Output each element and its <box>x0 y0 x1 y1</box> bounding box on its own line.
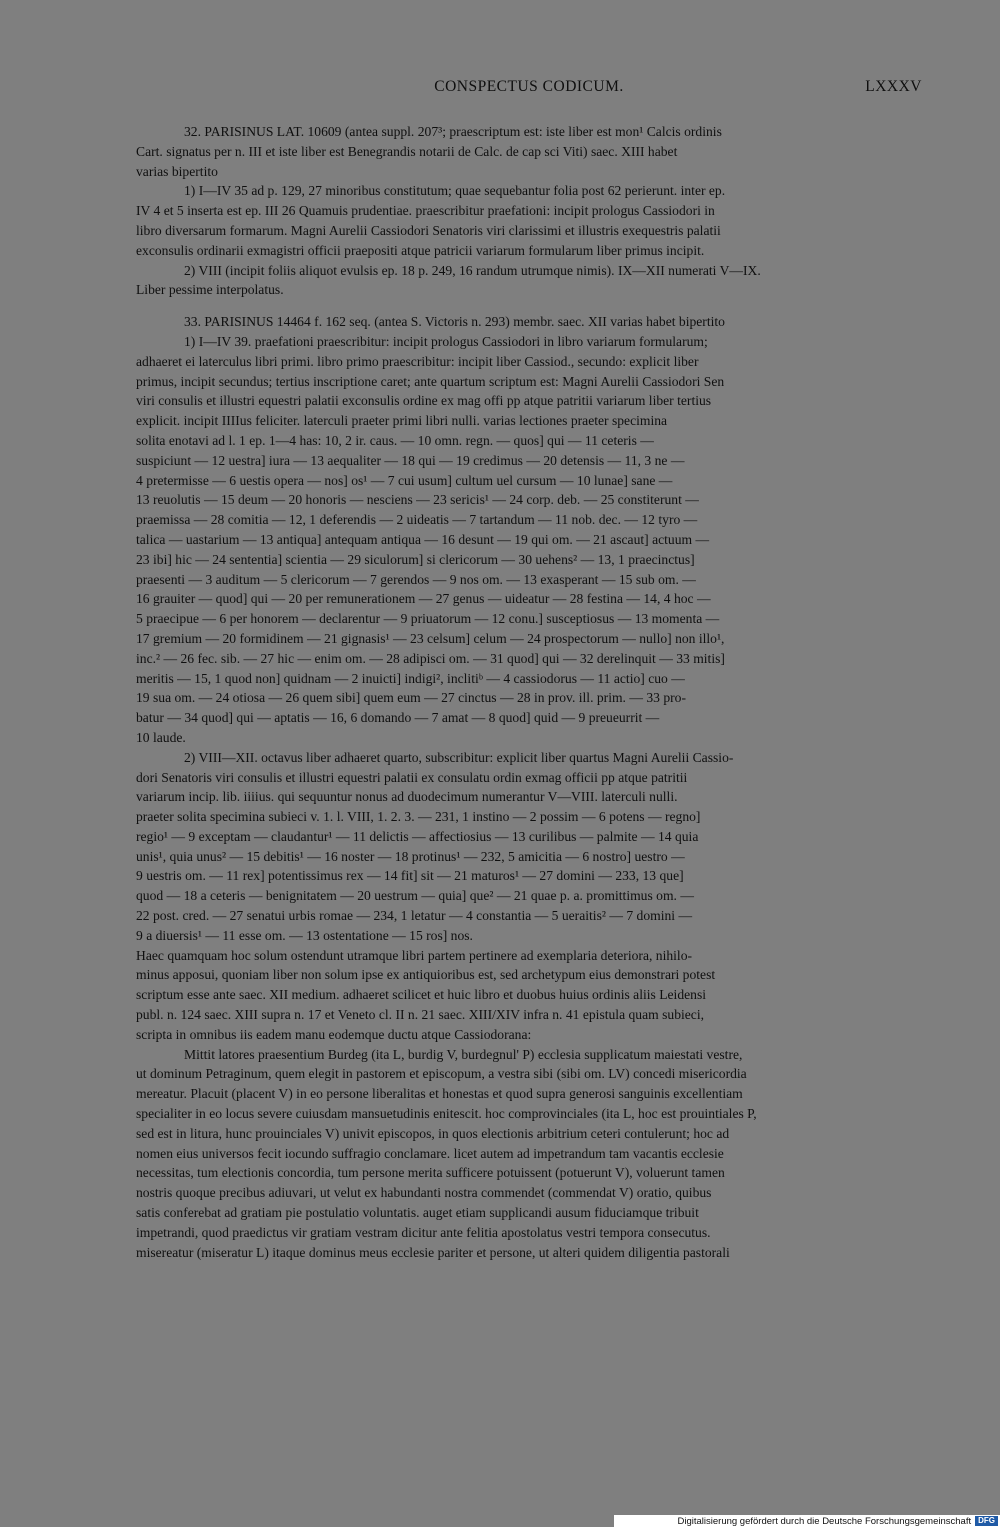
text-line: 22 post. cred. — 27 senatui urbis romae — 234, 1 letatur — 4 constantia — 5 ueraitis² — 7 domini — <box>136 908 693 924</box>
text-line: suspiciunt — 12 uestra] iura — 13 aequaliter — 18 qui — 19 credimus — 20 detensis — 11, 3 ne — <box>136 452 685 468</box>
text-line: satis conferebat ad gratiam pie postulatio voluntatis. auget etiam supplicandi ausum fiduciamque tribuit <box>136 1205 699 1221</box>
text-line: necessitas, tum electionis concordia, tum persone merita sufficere potuissent (potuerunt V), voluerunt tamen <box>136 1165 725 1181</box>
text-line: 1) I—IV 35 ad p. 129, 27 minoribus constitutum; quae sequebantur folia post 62 perierunt. inter ep. <box>184 183 726 199</box>
text-line: talica — uastarium — 13 antiqua] antequam antiqua — 16 desunt — 19 qui om. — 21 ascaut] actuum — <box>136 531 710 547</box>
text-line: 9 a diuersis¹ — 11 esse om. — 13 ostentatione — 15 ros] nos. <box>136 927 473 943</box>
text-line: libro diversarum formarum. Magni Aurelii Cassiodori Senatoris viri clarissimi et illustris exequestris palatii <box>136 222 721 238</box>
text-line: 2) VIII (incipit foliis aliquot evulsis ep. 18 p. 249, 16 randum utrumque nimis). IX—XII numerati V—IX. <box>184 262 761 278</box>
text-line: publ. n. 124 saec. XIII supra n. 17 et Veneto cl. II n. 21 saec. XIII/XIV infra n. 41 epistula quam subieci, <box>136 1007 705 1023</box>
running-header <box>136 78 922 106</box>
paragraph <box>136 946 922 1045</box>
paragraph <box>136 181 922 260</box>
text-line: meritis — 15, 1 quod non] quidnam — 2 inuicti] indigi², inclitiᵇ — 4 cassiodorus — 11 actio] cuo — <box>136 670 685 686</box>
text-line: 9 uestris om. — 11 rex] potentissimus rex — 14 fit] sit — 21 maturos¹ — 27 domini — 233, 13 que] <box>136 868 684 884</box>
text-line: 23 ibi] hic — 24 sententia] scientia — 29 siculorum] si clericorum — 30 uehens² — 13, 1 praecinctus] <box>136 551 695 567</box>
text-line: explicit. incipit IIIIus feliciter. laterculi praeter primi libri nulli. varias lectiones praeter specimina <box>136 413 668 429</box>
text-line: adhaeret ei laterculus libri primi. libro primo praescribitur: incipit liber Cassiod., secundo: explicit liber <box>136 353 699 369</box>
text-line: specialiter in eo locus severe cuiusdam mansuetudinis enitescit. hoc comprovinciales (ita L, hoc est prouintiales P, <box>136 1106 757 1122</box>
paragraph <box>136 122 922 181</box>
text-line: Cart. signatus per n. III et iste liber est Benegrandis notarii de Calc. de cap sci Viti) saec. XIII habet <box>136 143 678 159</box>
text-line: 13 reuolutis — 15 deum — 20 honoris — nesciens — 23 sericis¹ — 24 corp. deb. — 25 constiterunt — <box>136 492 699 508</box>
text-line: praemissa — 28 comitia — 12, 1 deferendis — 2 uideatis — 7 tartandum — 11 nob. dec. — 12 tyro — <box>136 512 698 528</box>
text-line: misereatur (miseratur L) itaque dominus meus ecclesie pariter et persone, ut alteri quidem diligentia pastorali <box>136 1244 730 1260</box>
text-line: impetrandi, quod praedictus vir gratiam vestram dicitur ante felitia apostolatus vestri tempora consecutus. <box>136 1224 711 1240</box>
text-line: 19 sua om. — 24 otiosa — 26 quem sibi] quem eum — 27 cinctus — 28 in prov. ill. prim. — 33 pro- <box>136 690 686 706</box>
text-line: 2) VIII—XII. octavus liber adhaeret quarto, subscribitur: explicit liber quartus Magni Aurelii Cassio- <box>184 749 734 765</box>
text-line: 1) I—IV 39. praefationi praescribitur: incipit prologus Cassiodori in libro variarum formularum; <box>184 333 708 349</box>
text-line: scriptum esse ante saec. XII medium. adhaeret scilicet et huic libro et duobus huius ordinis aliis Leidensi <box>136 987 707 1003</box>
paragraph <box>136 748 922 946</box>
text-line: IV 4 et 5 inserta est ep. III 26 Quamuis prudentiae. praescribitur praefationi: incipit prologus Cassiodori in <box>136 203 715 219</box>
text-line: dori Senatoris viri consulis et illustri equestri palatii ex consulatu ordin exmag officii pp atque patritii <box>136 769 688 785</box>
text-line: sed est in litura, hunc prouinciales V) univit episcopos, in quos electionis arbitrium ceteri contulerunt; hoc ad <box>136 1125 730 1141</box>
text-line: ut dominum Petraginum, quem elegit in pastorem et episcopum, a vestra sibi (sibi om. LV) concedi misericordia <box>136 1066 747 1082</box>
text-line: varias bipertito <box>136 163 218 179</box>
text-line: nomen eius universos fecit iocundo suffragio conclamare. licet autem ad impetrandum tam vacantis ecclesie <box>136 1145 724 1161</box>
text-line: unis¹, quia unus² — 15 debitis¹ — 16 noster — 18 protinus¹ — 232, 5 amicitia — 6 nostro] uestro — <box>136 848 685 864</box>
paragraph <box>136 312 922 332</box>
text-line: 5 praecipue — 6 per honorem — declarentur — 9 priuatorum — 12 conu.] susceptiosus — 13 momenta — <box>136 611 720 627</box>
text-line: mereatur. Placuit (placent V) in eo persone liberalitas et honestas et quod supra generosi sanguinis excellentiam <box>136 1086 743 1102</box>
page-number: LXXXV <box>865 78 922 95</box>
page-title: CONSPECTUS CODICUM. <box>434 78 624 95</box>
text-line: quod — 18 a ceteris — benignitatem — 20 uestrum — quia] que² — 21 quae p. a. promittimus om. — <box>136 888 694 904</box>
text-line: 16 grauiter — quod] qui — 20 per remunerationem — 27 genus — uideatur — 28 festina — 14, 4 hoc — <box>136 591 711 607</box>
text-line: batur — 34 quod] qui — aptatis — 16, 6 domando — 7 amat — 8 quod] quid — 9 preueurrit — <box>136 710 660 726</box>
text-line: variarum incip. lib. iiiius. qui sequuntur nonus ad duodecimum numerantur V—VIII. laterculi nulli. <box>136 789 678 805</box>
text-line: Liber pessime interpolatus. <box>136 282 284 298</box>
text-line: 4 pretermisse — 6 uestis opera — nos] os¹ — 7 cui usum] cultum uel cursum — 10 lunae] sane — <box>136 472 673 488</box>
page <box>136 78 922 1262</box>
text-line: inc.² — 26 fec. sib. — 27 hic — enim om. — 28 adipisci om. — 31 quod] qui — 32 derelinquit — 33 mitis] <box>136 650 725 666</box>
text-line: viri consulis et illustri equestri palatii exconsulis ordine ex mag offi pp atque patritii variarum liber tertius <box>136 393 712 409</box>
paragraph <box>136 332 922 748</box>
text-line: 10 laude. <box>136 729 186 745</box>
text-line: 33. PARISINUS 14464 f. 162 seq. (antea S. Victoris n. 293) membr. saec. XII varias habet bipertito <box>184 314 725 330</box>
text-line: solita enotavi ad l. 1 ep. 1—4 has: 10, 2 ir. caus. — 10 omn. regn. — quos] qui — 11 ceteris — <box>136 432 654 448</box>
text-line: Mittit latores praesentium Burdeg (ita L, burdig V, burdegnul' P) ecclesia supplicatum maiestati vestre, <box>184 1046 743 1062</box>
text-line: Haec quamquam hoc solum ostendunt utramque libri partem pertinere ad exemplaria deteriora, nihilo- <box>136 947 693 963</box>
text-line: minus apposui, quoniam liber non solum ipse ex antiquioribus est, sed archetypum eius demonstrari potest <box>136 967 716 983</box>
paragraph <box>136 1045 922 1263</box>
dfg-logo: DFG <box>975 1516 998 1526</box>
text-line: 32. PARISINUS LAT. 10609 (antea suppl. 207³; praescriptum est: iste liber est mon¹ Calcis ordinis <box>184 124 722 139</box>
footer-text: Digitalisierung gefördert durch die Deutsche Forschungsgemeinschaft <box>677 1515 972 1527</box>
paragraph <box>136 261 922 301</box>
body-text <box>136 122 922 1262</box>
text-line: 17 gremium — 20 formidinem — 21 gignasis¹ — 23 celsum] celum — 24 prospectorum — nullo] non illo¹, <box>136 630 725 646</box>
text-line: primus, incipit secundus; tertius inscriptione caret; ante quartum scriptum est: Magni Aurelii Cassiodori Sen <box>136 373 725 389</box>
text-line: exconsulis ordinarii exmagistri officii praepositi atque patricii variarum formularum liber primus incipit. <box>136 242 705 258</box>
footer-bar <box>614 1515 1000 1527</box>
text-line: nostris quoque precibus adiuvari, ut velut ex habundanti nostra commendet (commendat V) oratio, quibus <box>136 1185 712 1201</box>
text-line: regio¹ — 9 exceptam — claudantur¹ — 11 delictis — affectiosius — 13 curilibus — palmite — 14 quia <box>136 828 699 844</box>
text-line: praesenti — 3 auditum — 5 clericorum — 7 gerendos — 9 nos om. — 13 exasperant — 15 sub om. — <box>136 571 696 587</box>
text-line: scripta in omnibus iis eadem manu eodemque ductu atque Cassiodorana: <box>136 1026 532 1042</box>
text-line: praeter solita specimina subieci v. 1. l. VIII, 1. 2. 3. — 231, 1 instino — 2 possim — 6 potens — regno] <box>136 809 701 825</box>
